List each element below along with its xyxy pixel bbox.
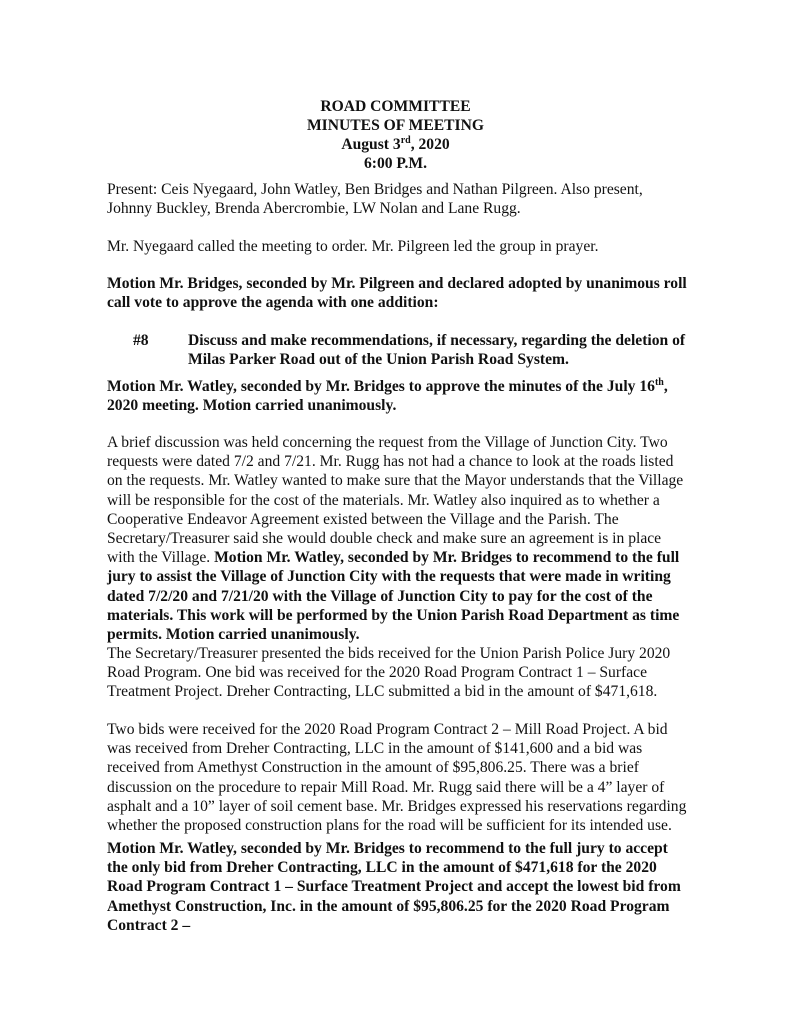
junction-city-paragraph [107, 433, 687, 644]
agenda-item-number: #8 [133, 332, 149, 349]
meeting-date: August 3rd, 2020 [341, 134, 450, 153]
junction-city-motion: Motion Mr. Watley, seconded by Mr. Bridges to recommend to the full jury to assist the Village of Junction City with the requests that were made in writing dated 7/2/20 and 7/21/20 with the Village of Junction City to pay for the cost of the materials. This work will be performed by the Union Parish Road Department as time permits. Motion carried unanimously. [107, 549, 680, 644]
meeting-time: 6:00 P.M. [363, 155, 428, 172]
contract2-bids-paragraph: Two bids were received for the 2020 Road Program Contract 2 – Mill Road Project. A bid was received from Dreher Contracting, LLC in the amount of $141,600 and a bid was received from Amethyst Construction in the amount of $95,806.25. There was a brief discussion on the procedure to repair Mill Road. Mr. Rugg said there will be a 4” layer of asphalt and a 10” layer of soil cement base. Mr. Bridges expressed his reservations regarding whether the proposed construction plans for the road will be sufficient for its intended use. [107, 721, 687, 835]
document-header [0, 97, 791, 173]
committee-title: ROAD COMMITTEE [320, 98, 471, 115]
contract1-bids-paragraph: The Secretary/Treasurer presented the bids received for the Union Parish Police Jury 2020 Road Program. One bid was received for the 2020 Road Program Contract 1 – Surface Treatment Project. Dreher Contracting, LLC submitted a bid in the amount of $471,618. [107, 645, 671, 701]
bids-motion-paragraph: Motion Mr. Watley, seconded by Mr. Bridges to recommend to the full jury to accept the only bid from Dreher Contracting, LLC in the amount of $471,618 for the 2020 Road Program Contract 1 – Surface Treatment Project and accept the lowest bid from Amethyst Construction, Inc. in the amount of $95,806.25 for the 2020 Road Program Contract 2 – [107, 840, 681, 934]
junction-city-discussion: A brief discussion was held concerning the request from the Village of Junction City. Two requests were dated 7/2 and 7/21. Mr. Rugg has not had a chance to look at the roads listed on the requests. Mr. Watley wanted to make sure that the Mayor understands that the Village will be responsible for the cost of the materials. Mr. Watley also inquired as to whether a Cooperative Endeavor Agreement existed between the Village and the Parish. The Secretary/Treasurer said she would double check and make sure an agreement is in place with the Village. [107, 434, 684, 567]
attendance-paragraph: Present: Ceis Nyegaard, John Watley, Ben Bridges and Nathan Pilgreen. Also present, Johnny Buckley, Brenda Abercrombie, LW Nolan and Lane Rugg. [107, 181, 643, 218]
minutes-title: MINUTES OF MEETING [306, 117, 485, 134]
minutes-motion-paragraph: Motion Mr. Watley, seconded by Mr. Bridges to approve the minutes of the July 16th, 2020 meeting. Motion carried unanimously. [107, 376, 668, 415]
agenda-motion-paragraph: Motion Mr. Bridges, seconded by Mr. Pilgreen and declared adopted by unanimous roll call vote to approve the agenda with one addition: [107, 275, 687, 312]
call-to-order-paragraph: Mr. Nyegaard called the meeting to order. Mr. Pilgreen led the group in prayer. [107, 238, 599, 255]
agenda-item-text: Discuss and make recommendations, if necessary, regarding the deletion of Milas Parker Road out of the Union Parish Road System. [188, 332, 686, 369]
